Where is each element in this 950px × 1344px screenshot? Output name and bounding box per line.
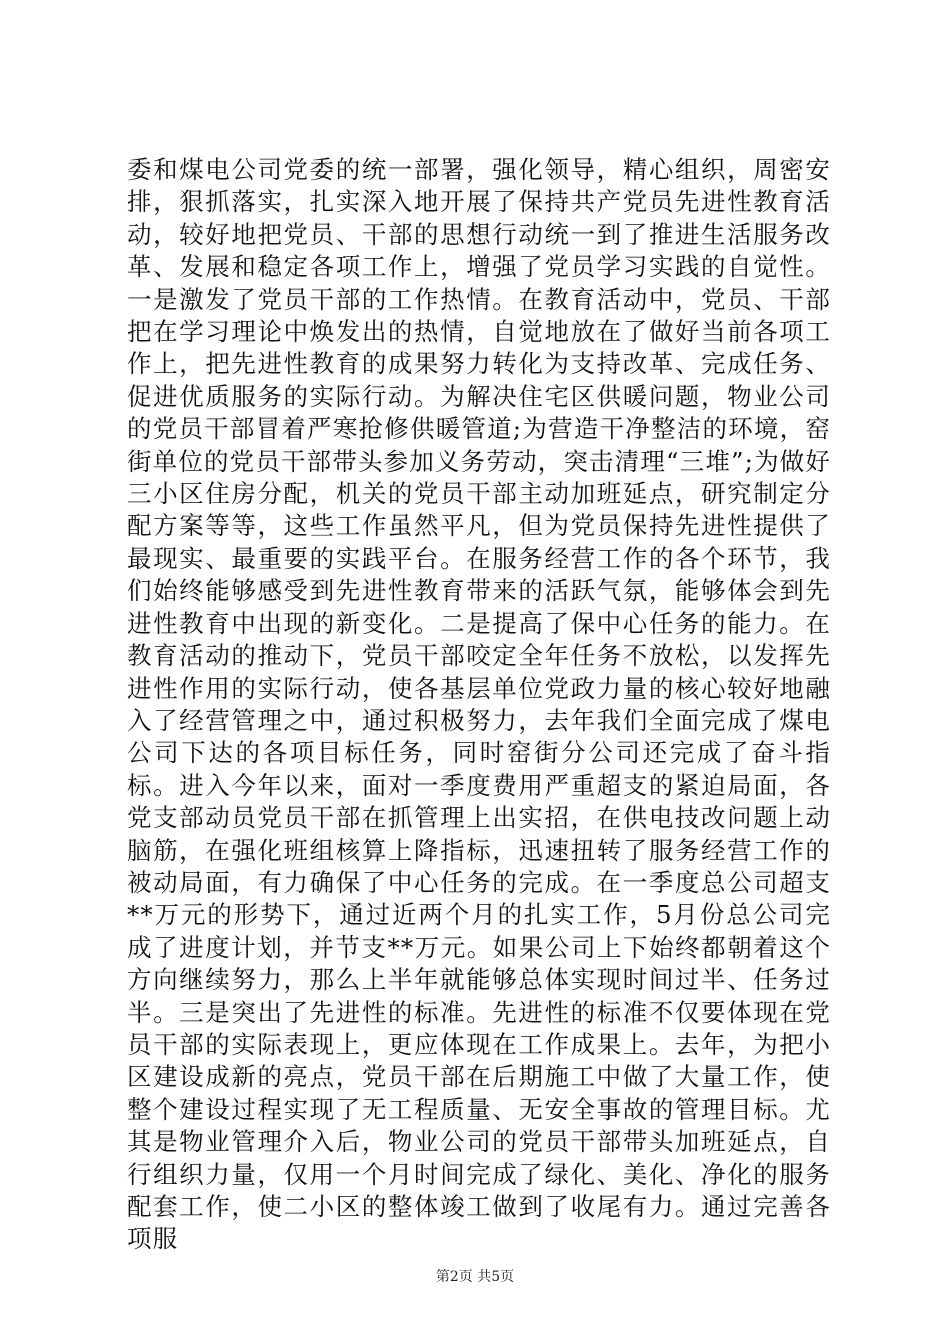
- page-footer: 第2页 共5页: [435, 1269, 515, 1285]
- body-paragraph: 委和煤电公司党委的统一部署，强化领导，精心组织，周密安排，狠抓落实，扎实深入地开展了保持共产党员先进性教育活动，较好地把党员、干部的思想行动统一到了推进生活服务改革、发展和稳定各项工作上，增强了党员学习实践的自觉性。一是激发了党员干部的工作热情。在教育活动中，党员、干部把在学习理论中焕发出的热情，自觉地放在了做好当前各项工作上，把先进性教育的成果努力转化为支持改革、完成任务、促进优质服务的实际行动。为解决住宅区供暖问题，物业公司的党员干部冒着严寒抢修供暖管道;为营造干净整洁的环境，窑街单位的党员干部带头参加义务劳动，突击清理“三堆”;为做好三小区住房分配，机关的党员干部主动加班延点，研究制定分配方案等等，这些工作虽然平凡，但为党员保持先进性提供了最现实、最重要的实践平台。在服务经营工作的各个环节，我们始终能够感受到先进性教育带来的活跃气氛，能够体会到先进性教育中出现的新变化。二是提高了保中心任务的能力。在教育活动的推动下，党员干部咬定全年任务不放松，以发挥先进性作用的实际行动，使各基层单位党政力量的核心较好地融入了经营管理之中，通过积极努力，去年我们全面完成了煤电公司下达的各项目标任务，同时窑街分公司还完成了奋斗指标。进入今年以来，面对一季度费用严重超支的紧迫局面，各党支部动员党员干部在抓管理上出实招，在供电技改问题上动脑筋，在强化班组核算上降指标，迅速扭转了服务经营工作的被动局面，有力确保了中心任务的完成。在一季度总公司超支**万元的形势下，通过近两个月的扎实工作，5月份总公司完成了进度计划，并节支**万元。如果公司上下始终都朝着这个方向继续努力，那么上半年就能够总体实现时间过半、任务过半。三是突出了先进性的标准。先进性的标准不仅要体现在党员干部的实际表现上，更应体现在工作成果上。去年，为把小区建设成新的亮点，党员干部在后期施工中做了大量工作，使整个建设过程实现了无工程质量、无安全事故的管理目标。尤其是物业管理介入后，物业公司的党员干部带头加班延点，自行组织力量，仅用一个月时间完成了绿化、美化、净化的服务配套工作，使二小区的整体竣工做到了收尾有力。通过完善各项服: [127, 155, 831, 1254]
